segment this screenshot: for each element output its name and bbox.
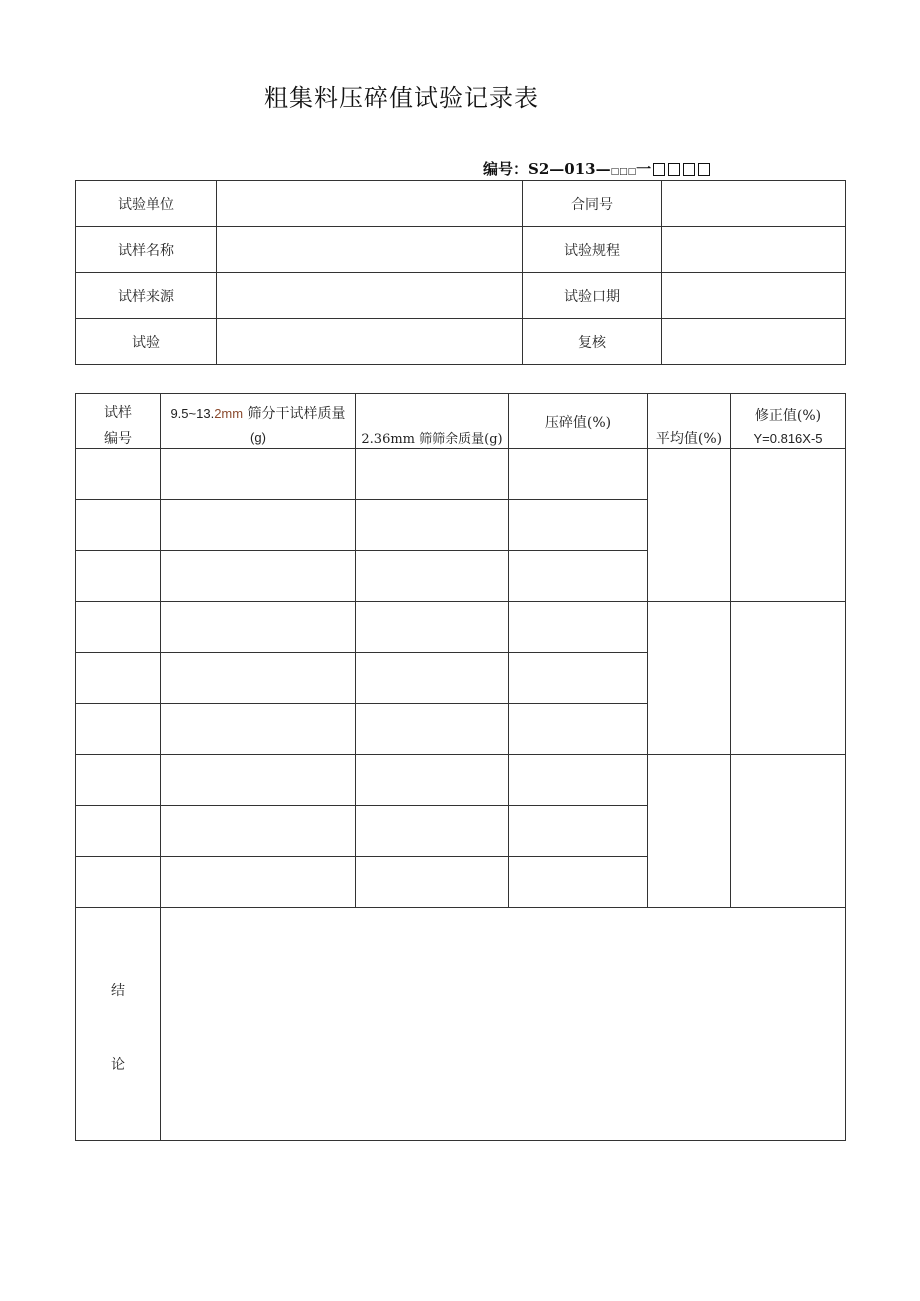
residual-mass-cell[interactable] [356,551,509,602]
residual-mass-cell[interactable] [356,500,509,551]
sample-no-cell[interactable] [76,755,161,806]
table-row [76,755,846,806]
conclusion-row [76,908,846,1141]
dry-mass-header-line1 [161,403,355,423]
test-procedure-field[interactable] [662,227,846,273]
residual-mass-cell[interactable] [356,806,509,857]
average-cell[interactable] [648,602,731,755]
contract-no-label: 合同号 [523,181,662,227]
test-unit-label: 试验单位 [76,181,217,227]
residual-mass-header-text: 2.36mm 筛筛余质量(g) [361,432,503,447]
sample-no-cell[interactable] [76,653,161,704]
average-cell[interactable] [648,755,731,908]
test-procedure-label: 试验规程 [523,227,662,273]
reviewer-field[interactable] [662,319,846,365]
sample-source-label: 试样来源 [76,273,217,319]
corrected-value-header-line2: Y=0.816X-5 [753,431,823,446]
conclusion-label [76,908,161,1141]
number-box [668,163,680,176]
sample-name-field[interactable] [217,227,523,273]
test-unit-field[interactable] [217,181,523,227]
page-title: 粗集料压碎值试验记录表 [264,84,539,112]
data-table [75,393,846,1141]
document-number-boxes [653,160,713,178]
tester-label: 试验 [76,319,217,365]
dry-mass-cell[interactable] [161,551,356,602]
sample-no-cell[interactable] [76,806,161,857]
sample-no-cell[interactable] [76,500,161,551]
dry-mass-cell[interactable] [161,755,356,806]
number-box [698,163,710,176]
average-header-text: 平均值(%) [655,431,723,447]
sample-source-field[interactable] [217,273,523,319]
document-number-small-boxes: □□□ [610,167,637,177]
crush-value-cell[interactable] [509,602,648,653]
dry-mass-cell[interactable] [161,704,356,755]
sample-no-cell[interactable] [76,551,161,602]
sample-no-header-line1: 试样 [104,405,132,421]
dry-mass-unit: (g) [250,430,266,445]
residual-mass-cell[interactable] [356,449,509,500]
sample-no-header [76,394,161,449]
document-number [483,158,713,179]
info-row [76,181,846,227]
conclusion-label-line2: 论 [111,1057,125,1073]
dry-mass-cell[interactable] [161,653,356,704]
table-row [76,602,846,653]
info-table [75,180,846,365]
sample-name-label: 试样名称 [76,227,217,273]
crush-value-cell[interactable] [509,551,648,602]
crush-value-cell[interactable] [509,449,648,500]
dry-mass-cell[interactable] [161,857,356,908]
info-row [76,227,846,273]
residual-mass-header [356,394,509,449]
header-row [76,394,846,449]
corrected-value-header [731,394,846,449]
dry-mass-header [161,394,356,449]
crush-value-cell[interactable] [509,857,648,908]
conclusion-label-line1: 结 [111,983,125,999]
document-number-code: S2—013— [528,160,611,178]
dry-mass-cell[interactable] [161,500,356,551]
sample-no-cell[interactable] [76,449,161,500]
dry-mass-cell[interactable] [161,602,356,653]
reviewer-label: 复核 [523,319,662,365]
corrected-value-cell[interactable] [731,449,846,602]
crush-value-header-text: 压碎值(%) [544,415,612,431]
dry-mass-text: 筛分干试样质量 [243,406,346,422]
tester-field[interactable] [217,319,523,365]
crush-value-cell[interactable] [509,500,648,551]
sample-no-cell[interactable] [76,602,161,653]
number-box [653,163,665,176]
contract-no-field[interactable] [662,181,846,227]
corrected-value-header-line1: 修正值(%) [754,408,822,424]
number-box [683,163,695,176]
corrected-value-cell[interactable] [731,602,846,755]
conclusion-field[interactable] [161,908,846,1141]
sample-no-header-line2: 编号 [104,431,132,447]
dry-mass-range-a: 9.5~13. [170,406,215,421]
dry-mass-cell[interactable] [161,806,356,857]
test-date-label: 试验口期 [523,273,662,319]
average-cell[interactable] [648,449,731,602]
residual-mass-cell[interactable] [356,602,509,653]
dry-mass-cell[interactable] [161,449,356,500]
corrected-value-cell[interactable] [731,755,846,908]
residual-mass-cell[interactable] [356,857,509,908]
crush-value-header [509,394,648,449]
residual-mass-cell[interactable] [356,653,509,704]
info-row [76,273,846,319]
document-number-dash: 一 [636,160,652,178]
crush-value-cell[interactable] [509,755,648,806]
crush-value-cell[interactable] [509,806,648,857]
crush-value-cell[interactable] [509,704,648,755]
document-number-label: 编号： [483,160,529,178]
table-row [76,449,846,500]
average-header [648,394,731,449]
dry-mass-range-b: 2mm [214,406,244,421]
residual-mass-cell[interactable] [356,755,509,806]
info-row [76,319,846,365]
sample-no-cell[interactable] [76,857,161,908]
crush-value-cell[interactable] [509,653,648,704]
residual-mass-cell[interactable] [356,704,509,755]
sample-no-cell[interactable] [76,704,161,755]
test-date-field[interactable] [662,273,846,319]
